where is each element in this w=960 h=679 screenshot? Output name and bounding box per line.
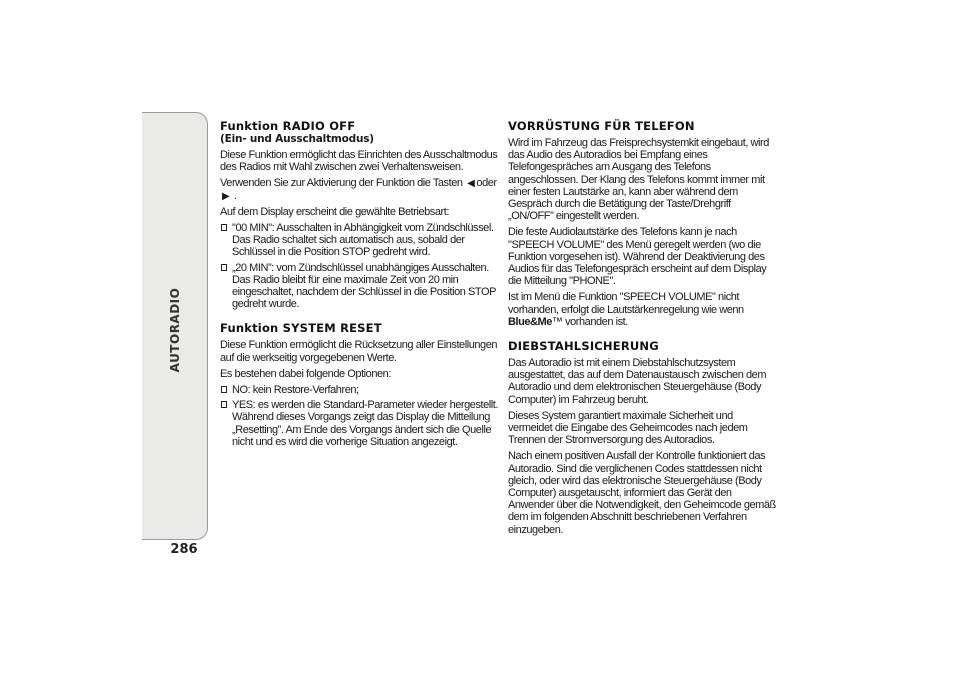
left-column: [220, 120, 498, 452]
telefon-paragraph-1: Wird im Fahrzeug das Freisprechsystemkit eingebaut, wird das Audio des Autoradios bei Empfang eines Telefongespräches am Ausgang des Telefons angeschlossen. Der Klang des Telefons kommt immer mit einer festen Lautstärke an, kann aber während dem Gespräch durch die Betätigung der Taste/Drehgriff „ON/OFF” eingestellt werden.: [508, 137, 769, 223]
list-item: "00 MIN": Ausschalten in Abhängigkeit vom Zündschlüssel. Das Radio schaltet sich automatisch aus, sobald der Schlüssel in die Position STOP gedreht wird.: [220, 222, 498, 259]
radio-off-keys-text: Verwenden Sie zur Aktivierung der Funktion die Tasten: [220, 177, 463, 190]
page-number: 286: [170, 542, 198, 557]
diebstahl-paragraph-1: Das Autoradio ist mit einem Diebstahlschutzsystem ausgestattet, das auf dem Datenaustausch zwischen dem Autoradio und dem elektronischen Steuergehäuse (Body Computer) im Fahrzeug beruht.: [508, 357, 767, 406]
telefon-paragraph-3: [508, 291, 778, 328]
list-item: NO: kein Restore-Verfahren;: [220, 384, 498, 396]
system-reset-heading: Funktion SYSTEM RESET: [220, 321, 382, 336]
telefon-p3-end: ™ vorhanden ist.: [551, 315, 628, 328]
system-reset-options-text: Es bestehen dabei folgende Optionen:: [220, 367, 391, 380]
radio-off-keys-or: oder: [476, 177, 497, 190]
blueme-brand: Blue&Me: [508, 315, 552, 328]
radio-off-keys-end: .: [233, 189, 237, 202]
radio-off-display-text: Auf dem Display erscheint die gewählte Betriebsart:: [220, 205, 449, 218]
system-reset-options-list: [220, 384, 498, 448]
radio-off-subheading: (Ein- und Ausschaltmodus): [220, 133, 374, 145]
system-reset-intro: Diese Funktion ermöglicht die Rücksetzung aller Einstellungen auf die werkseitig vorgegebenen Werte.: [220, 339, 498, 364]
list-item: YES: es werden die Standard-Parameter wieder hergestellt. Während dieses Vorgangs zeigt das Display die Mitteilung „Resetting”. Am Ende des Vorgangs ändert sich die Quelle nicht und es wird die vorherige Situation angezeigt.: [220, 399, 498, 448]
radio-off-options-list: [220, 222, 498, 310]
telefon-paragraph-2: Die feste Audiolautstärke des Telefons kann je nach "SPEECH VOLUME" des Menü geregelt werden (wo die Funktion vorgesehen ist). Während der Deaktivierung des Audios für das Telefongespräch erscheint auf dem Display die Mitteilung "PHONE".: [508, 226, 767, 288]
telefon-heading: VORRÜSTUNG FÜR TELEFON: [508, 119, 695, 133]
list-item: „20 MIN”: vom Zündschlüssel unabhängiges Ausschalten. Das Radio bleibt für eine maximale Zeit von 20 min eingeschaltet, nachdem der Schlüssel in die Position STOP gedreht wurde.: [220, 262, 498, 311]
section-label: AUTORADIO: [168, 287, 182, 373]
arrow-right-icon: ▶: [222, 190, 230, 202]
telefon-p3-text: Ist im Menü die Funktion "SPEECH VOLUME" nicht vorhanden, erfolgt die Lautstärkenregelung wie wenn: [508, 291, 744, 316]
radio-off-intro: Diese Funktion ermöglicht das Einrichten des Ausschaltmodus des Radios mit Wahl zwischen zwei Verhaltensweisen.: [220, 149, 498, 174]
diebstahl-paragraph-2: Dieses System garantiert maximale Sicherheit und vermeidet die Eingabe des Geheimcodes nach jedem Trennen der Stromversorgung des Autoradios.: [508, 409, 748, 447]
diebstahl-heading: DIEBSTAHLSICHERUNG: [508, 339, 659, 354]
right-column: [508, 120, 778, 540]
radio-off-heading: Funktion RADIO OFF: [220, 119, 356, 133]
diebstahl-paragraph-3: Nach einem positiven Ausfall der Kontrolle funktioniert das Autoradio. Sind die verglichenen Codes stattdessen nicht gleich, oder wird das elektronische Steuergehäuse (Body Computer) ausgetauscht, informiert das Gerät den Anwender über die Notwendigkeit, den Geheimcode gemäß dem im folgenden Abschnitt beschriebenen Verfahren einzugeben.: [508, 450, 776, 536]
arrow-left-icon: ◀: [467, 178, 475, 190]
radio-off-keys-paragraph: [220, 177, 498, 201]
